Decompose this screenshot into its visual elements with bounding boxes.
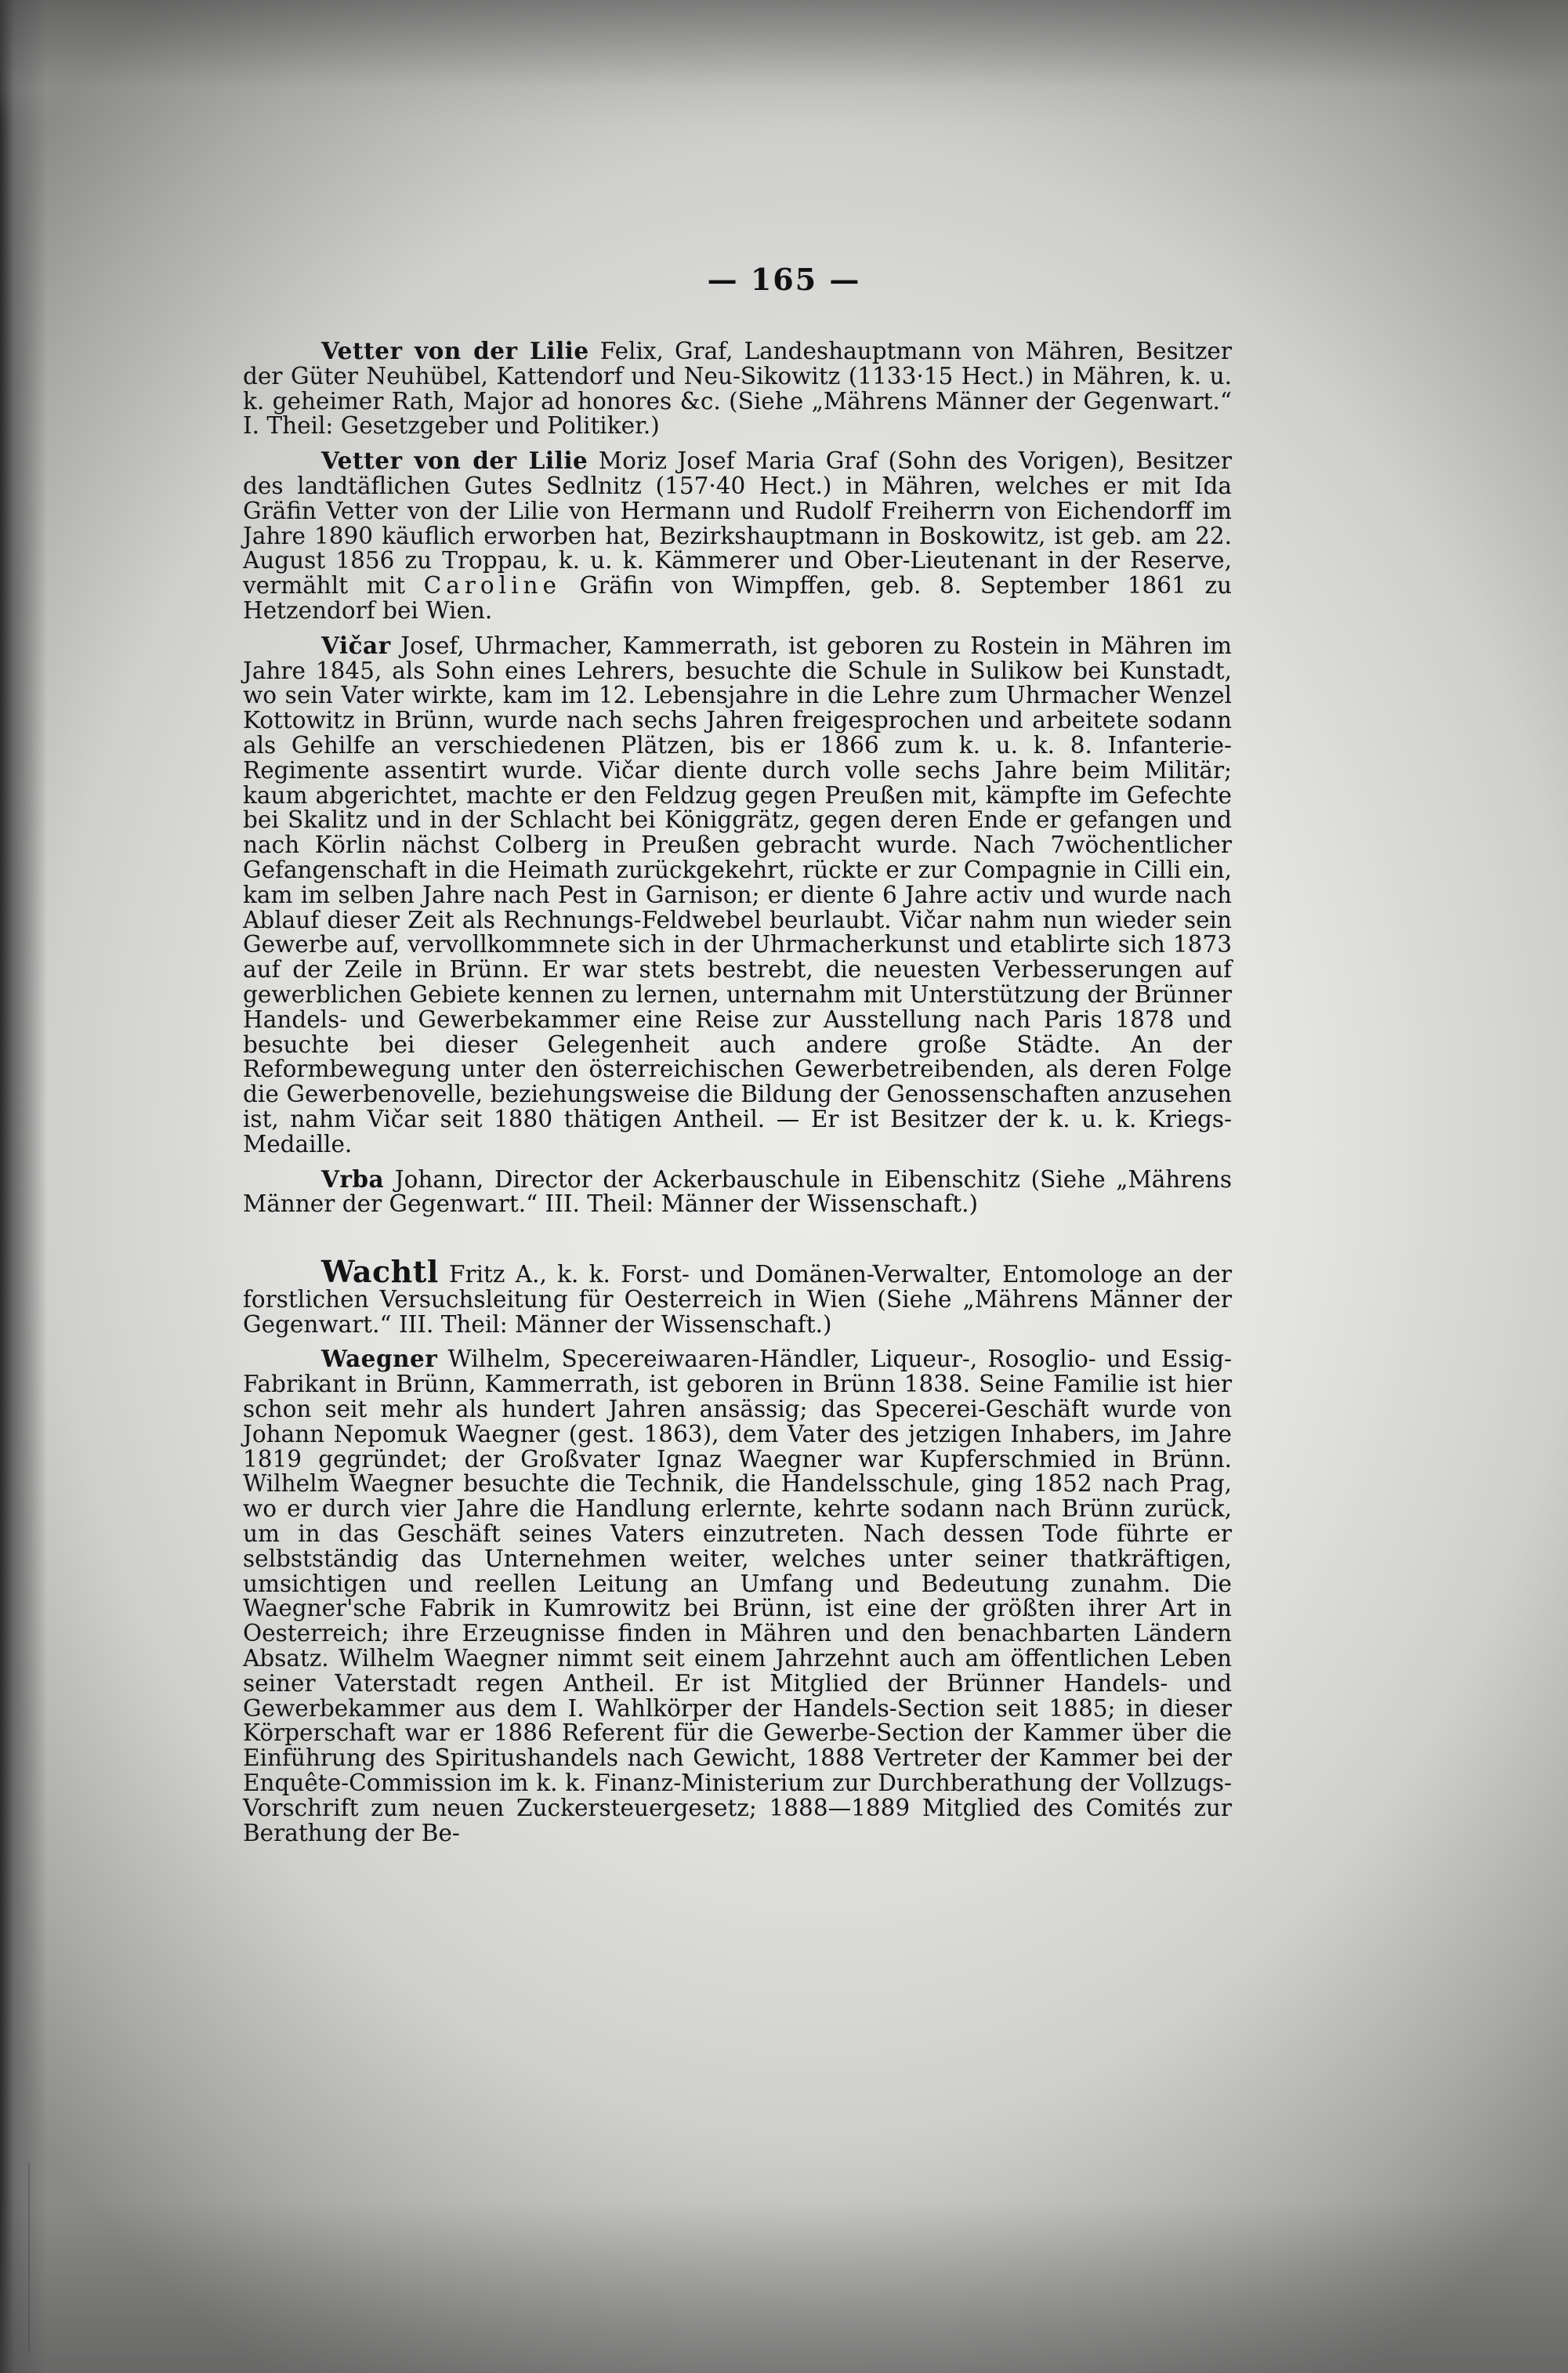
page-shadow-top [0, 0, 1568, 125]
entry-vicar [243, 633, 1232, 1158]
entry-waegner [243, 1346, 1232, 1846]
entry-vrba [243, 1167, 1232, 1218]
page-number: — 165 — [707, 262, 861, 297]
entry-vetter-moriz [243, 448, 1232, 624]
entry-name: Vetter von der Lilie [321, 447, 588, 475]
entry-text: Moriz Josef Maria Graf (Sohn des Vorigen), Besitzer des landtäflichen Gutes Sedlnitz (157·40 Hect.) in Mähren, welches er mit Ida Gräfin Vetter von der Lilie von Hermann und Rudolf Freiherrn von Eichendorff im Jahre 1890 käuflich erworben hat, Bezirkshauptmann in Boskowitz, ist geb. am 22. August 1856 zu Troppau, k. u. k. Kämmerer und Ober-Lieutenant in der Reserve, vermählt mit [243, 447, 1232, 600]
entry-text: Josef, Uhrmacher, Kammerrath, ist geboren zu Rostein in Mähren im Jahre 1845, als Sohn eines Lehrers, besuchte die Schule in Sulikow bei Kunstadt, wo sein Vater wirkte, kam im 12. Lebensjahre in die Lehre zum Uhrmacher Wenzel Kottowitz in Brünn, wurde nach sechs Jahren freigesprochen und arbeitete sodann als Gehilfe an verschiedenen Plätzen, bis er 1866 zum k. u. k. 8. Infanterie-Regimente assentirt wurde. Vičar diente durch volle sechs Jahre beim Militär; kaum abgerichtet, machte er den Feldzug gegen Preußen mit, kämpfte im Gefechte bei Skalitz und in der Schlacht bei Königgrätz, gegen deren Ende er gefangen und nach Körlin nächst Colberg in Preußen gebracht wurde. Nach 7wöchentlicher Gefangenschaft in die Heimath zurückgekehrt, rückte er zur Compagnie in Cilli ein, kam im selben Jahre nach Pest in Garnison; er diente 6 Jahre activ und wurde nach Ablauf dieser Zeit als Rechnungs-Feldwebel beurlaubt. Vičar nahm nun wieder sein Gewerbe auf, vervollkommnete sich in der Uhrmacherkunst und etablirte sich 1873 auf der Zeile in Brünn. Er war stets bestrebt, die neuesten Verbesserungen auf gewerblichen Gebiete kennen zu lernen, unternahm mit Unterstützung der Brünner Handels- und Gewerbekammer eine Reise zur Ausstellung nach Paris 1878 und besuchte bei dieser Gelegenheit auch andere große Städte. An der Reformbewegung unter den österreichischen Gewerbetreibenden, als deren Folge die Gewerbenovelle, beziehungsweise die Bildung der Genossenschaften anzusehen ist, nahm Vičar seit 1880 thätigen Antheil. — Er ist Besitzer der k. u. k. Kriegs-Medaille. [243, 632, 1232, 1158]
entry-text: Wilhelm, Specereiwaaren-Händler, Liqueur-, Rosoglio- und Essig-Fabrikant in Brünn, Kammerrath, ist geboren in Brünn 1838. Seine Familie ist hier schon seit mehr als hundert Jahren ansässig; das Specerei-Geschäft wurde von Johann Nepomuk Waegner (gest. 1863), dem Vater des jetzigen Inhabers, im Jahre 1819 gegründet; der Großvater Ignaz Waegner war Kupferschmied in Brünn. Wilhelm Waegner besuchte die Technik, die Handelsschule, ging 1852 nach Prag, wo er durch vier Jahre die Handlung erlernte, kehrte sodann nach Brünn zurück, um in das Geschäft seines Vaters einzutreten. Nach dessen Tode führte er selbstständig das Unternehmen weiter, welches unter seiner thatkräftigen, umsichtigen und reellen Leitung an Umfang und Bedeutung zunahm. Die Waegner'sche Fabrik in Kumrowitz bei Brünn, ist eine der größten ihrer Art in Oesterreich; ihre Erzeugnisse finden in Mähren und den benachbarten Ländern Absatz. Wilhelm Waegner nimmt seit einem Jahrzehnt auch am öffentlichen Leben seiner Vaterstadt regen Antheil. Er ist Mitglied der Brünner Handels- und Gewerbekammer aus dem I. Wahlkörper der Handels-Section seit 1885; in dieser Körperschaft war er 1886 Referent für die Gewerbe-Section der Kammer über die Einführung des Spiritushandels nach Gewicht, 1888 Vertreter der Kammer bei der Enquête-Commission im k. k. Finanz-Ministerium zur Durchberathung der Vollzugs-Vorschrift zum neuen Zuckersteuergesetz; 1888—1889 Mitglied des Comités zur Berathung der Be- [243, 1346, 1232, 1846]
paper-crease [28, 2163, 61, 2351]
entry-name: Waegner [321, 1345, 438, 1373]
text-column [243, 339, 1232, 1855]
entry-vetter-felix [243, 339, 1232, 439]
entry-name: Vetter von der Lilie [321, 337, 589, 364]
entry-name: Vrba [321, 1165, 385, 1193]
entry-text: Felix, Graf, Landeshauptmann von Mähren, Besitzer der Güter Neuhübel, Kattendorf und Neu-Sikowitz (1133·15 Hect.) in Mähren, k. u. k. geheimer Rath, Major ad honores &c. (Siehe „Mährens Männer der Gegenwart.“ I. Theil: Gesetzgeber und Politiker.) [243, 338, 1232, 440]
entry-wachtl [243, 1254, 1232, 1338]
entry-text: Johann, Director der Ackerbauschule in Eibenschitz (Siehe „Mährens Männer der Gegenwart.“ III. Theil: Männer der Wissenschaft.) [243, 1165, 1232, 1218]
entry-text: Fritz A., k. k. Forst- und Domänen-Verwalter, Entomologe an der forstlichen Versuchsleitung für Oesterreich in Wien (Siehe „Mährens Männer der Gegenwart.“ III. Theil: Männer der Wissenschaft.) [243, 1261, 1232, 1338]
page-shadow-left [0, 0, 47, 2373]
section-initial-name: Wachtl [321, 1254, 439, 1290]
page-shadow-bottom [0, 2201, 1568, 2373]
spaced-name: Caroline [423, 572, 561, 600]
entry-name: Vičar [321, 631, 391, 659]
entry-text-continued: Gräfin von Wimpffen, geb. 8. September 1861 zu Hetzendorf bei Wien. [243, 572, 1232, 624]
